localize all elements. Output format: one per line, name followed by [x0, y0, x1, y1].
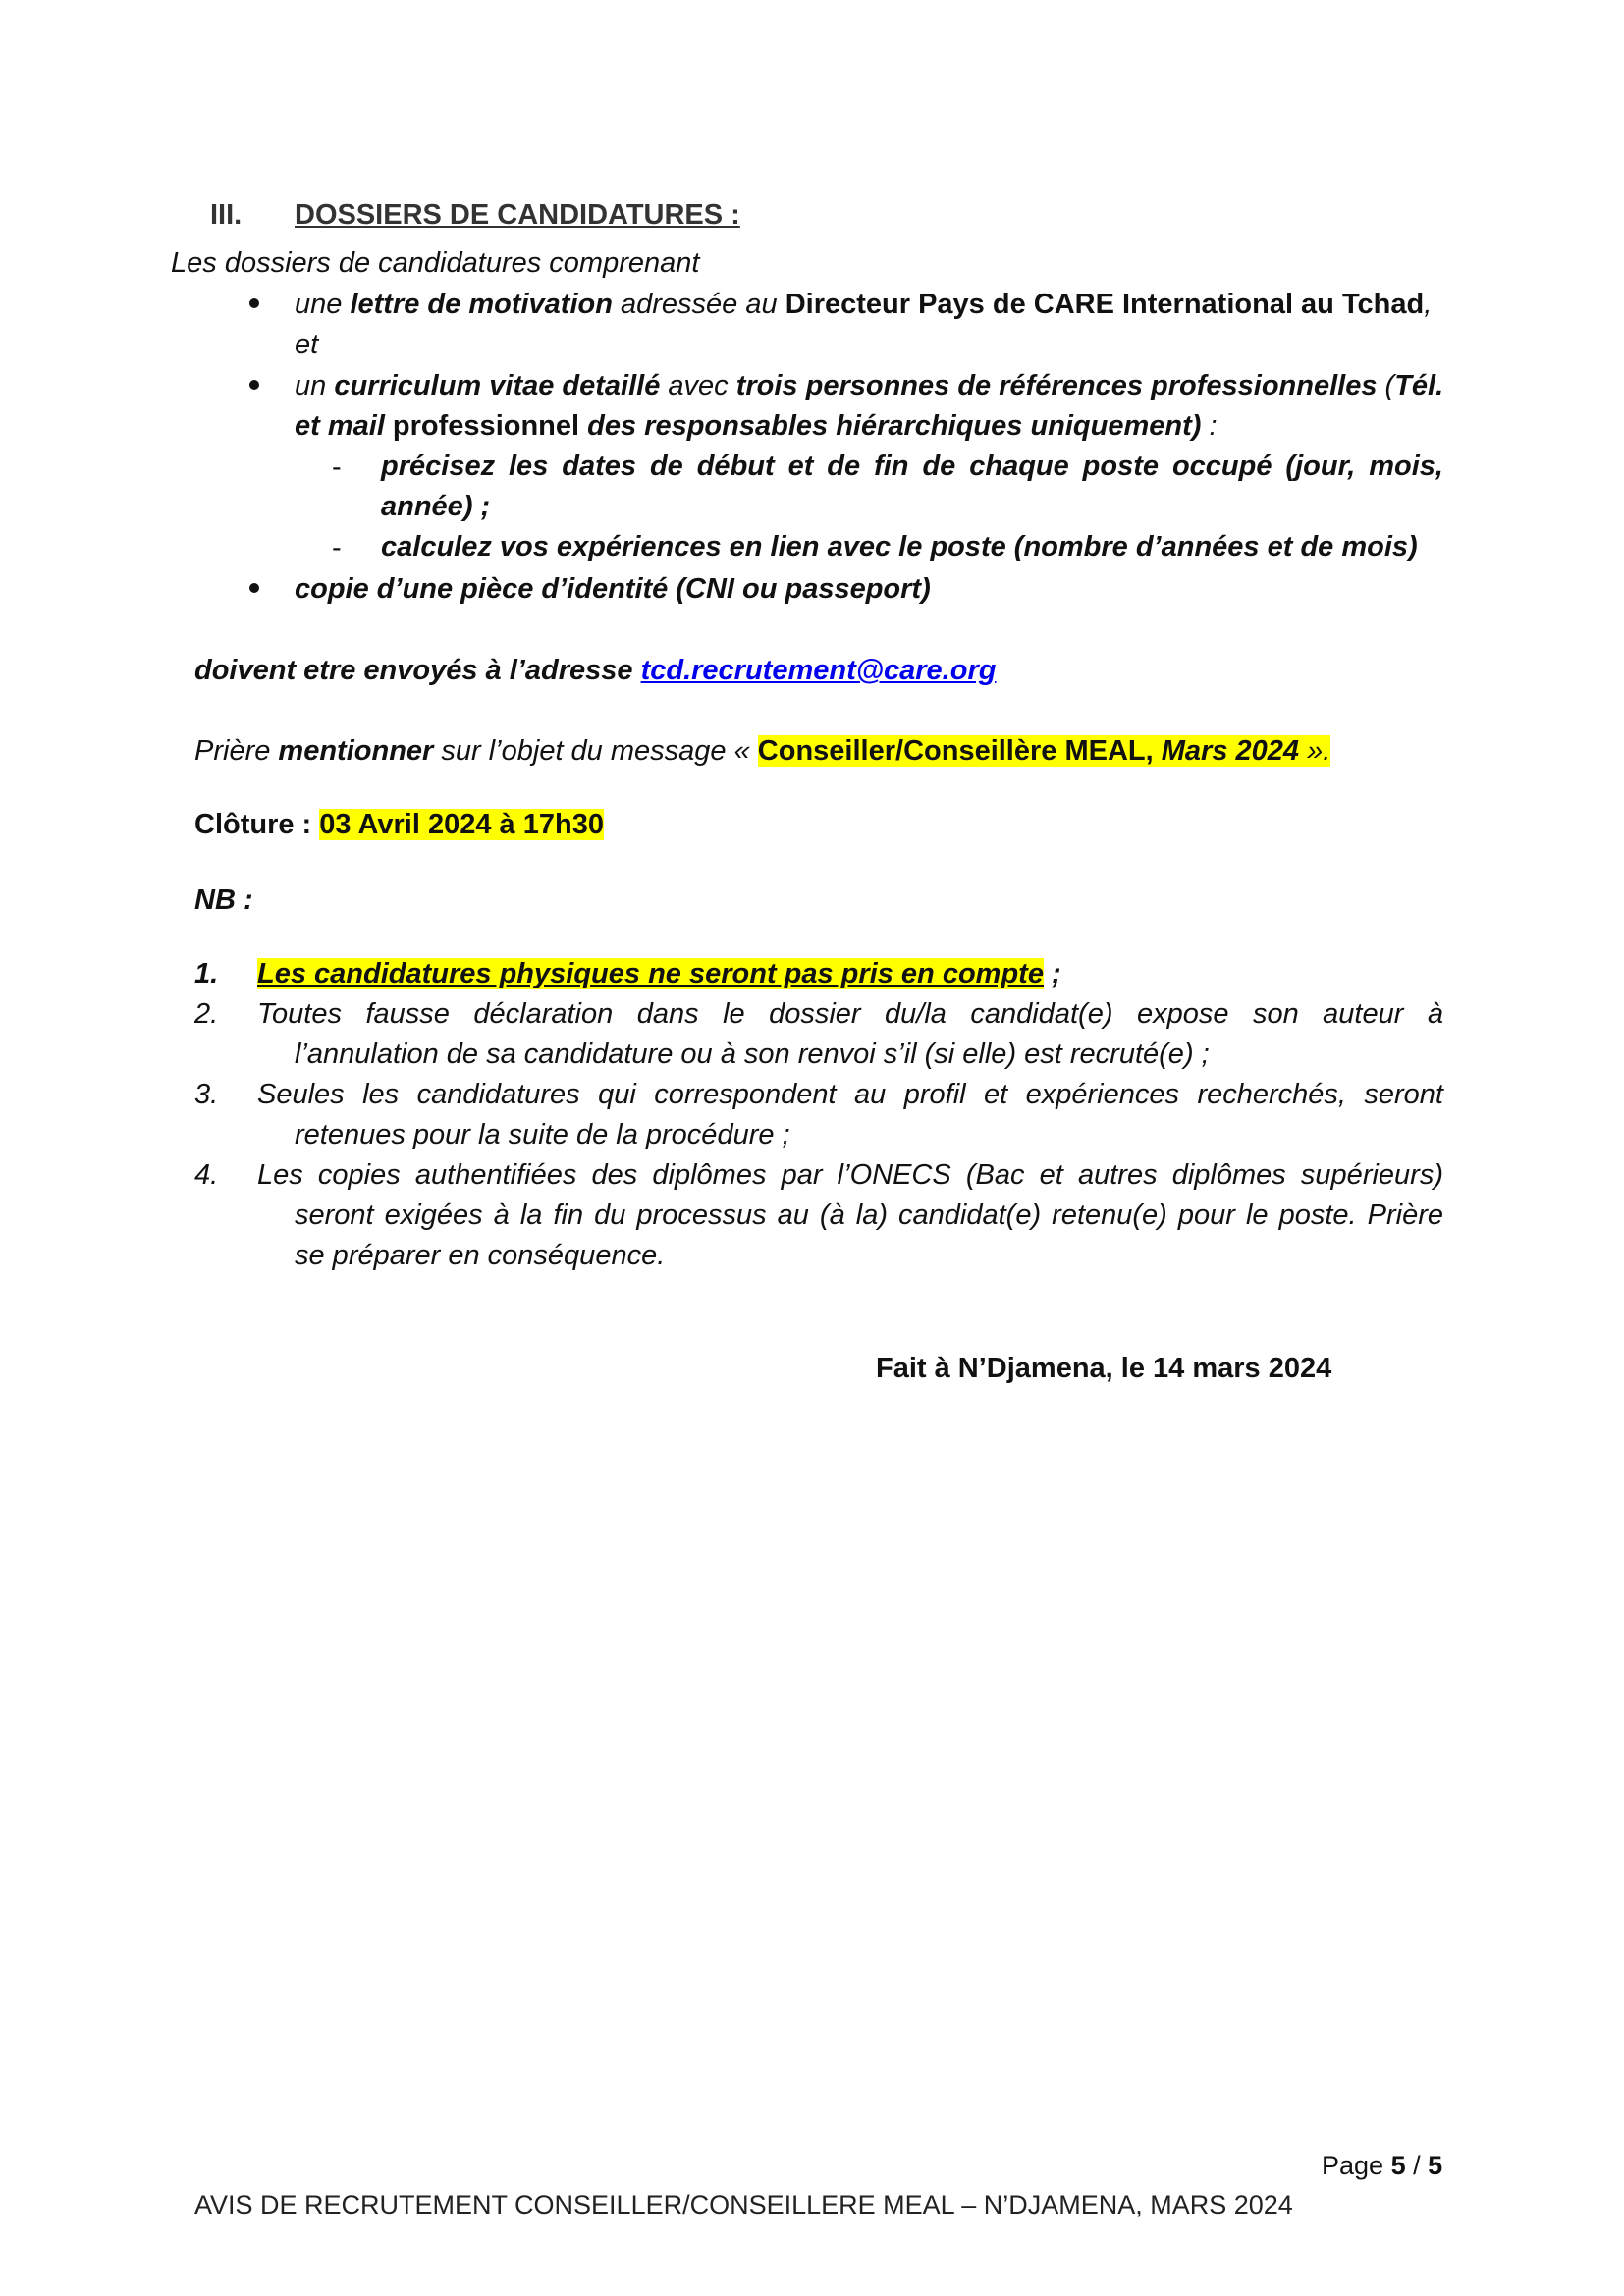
text-run: un: [295, 370, 335, 401]
section-title: DOSSIERS DE CANDIDATURES :: [295, 199, 740, 231]
nb-item-3-line-2: retenues pour la suite de la procédure ;: [295, 1119, 790, 1150]
text-run: adressée au: [612, 289, 785, 320]
nb-item-number: 3.: [194, 1079, 219, 1110]
text-run: /: [1405, 2151, 1429, 2180]
text-run: ;: [1043, 958, 1061, 989]
text-run: trois personnes de références professionnelles: [735, 370, 1378, 401]
nb-item-4-line-2: [295, 1196, 1443, 1236]
dash-1-line-2: année) ;: [381, 491, 491, 522]
text-line: Seules les candidatures qui correspondent au profil et expériences recherchés, seront: [257, 1079, 1443, 1110]
footer-title: AVIS DE RECRUTEMENT CONSEILLER/CONSEILLERE MEAL – N’DJAMENA, MARS 2024: [194, 2190, 1293, 2219]
text-run: doivent etre envoyés à l’adresse: [194, 655, 641, 686]
bullet-1-line-1: [295, 285, 1432, 324]
bullet-1-line-2: et: [295, 329, 319, 360]
page-number: [1322, 2146, 1442, 2185]
dash-marker: -: [332, 452, 342, 483]
closing-label: Clôture :: [194, 809, 320, 840]
text-line: seront exigées à la fin du processus au (à la) candidat(e) retenu(e) pour le poste. Prière: [295, 1200, 1443, 1231]
nb-item-4-line-3: se préparer en conséquence.: [295, 1240, 666, 1271]
bullet-2-line-2: [295, 406, 1218, 446]
text-run: Les candidatures physiques ne seront pas pris en compte: [257, 958, 1044, 989]
text-line: Toutes fausse déclaration dans le dossier du/la candidat(e) expose son auteur à: [257, 998, 1443, 1030]
bullet-3-text: copie d’une pièce d’identité (CNI ou passeport): [295, 573, 931, 605]
bullet-2-line-1: [295, 366, 1443, 405]
closing-date: 03 Avril 2024 à 17h30: [319, 809, 604, 840]
text-run: Conseiller/Conseillère MEAL,: [757, 735, 1162, 767]
text-run: avec: [660, 370, 736, 401]
nb-label: NB :: [194, 884, 253, 916]
text-run: 5: [1428, 2151, 1443, 2180]
nb-item-3-line-1: [257, 1075, 1443, 1115]
nb-item-number: 4.: [194, 1159, 219, 1191]
text-run: des responsables hiérarchiques uniquement): [587, 410, 1202, 442]
text-run: et mail: [295, 410, 385, 442]
text-run: ».: [1299, 735, 1331, 767]
text-run: Page: [1322, 2151, 1391, 2180]
dash-marker: -: [332, 532, 342, 563]
nb-item-2-line-1: [257, 994, 1443, 1035]
text-run: une: [295, 289, 351, 320]
bullet-dot: [249, 583, 259, 593]
bullet-dot: [249, 380, 259, 390]
text-run: curriculum vitae detaillé: [334, 370, 661, 401]
text-run: Directeur Pays de CARE International au Tchad: [785, 289, 1425, 320]
text-run: sur l’objet du message «: [433, 735, 758, 767]
send-address-line: [194, 651, 996, 690]
nb-item-number: 1.: [194, 958, 219, 989]
signature-place-date: Fait à N’Djamena, le 14 mars 2024: [876, 1353, 1332, 1384]
dash-1-line-1: [381, 447, 1443, 487]
subject-line: [194, 731, 1330, 771]
bullet-dot: [249, 298, 259, 308]
text-run: Mars 2024: [1161, 735, 1300, 767]
text-run: mentionner: [278, 735, 434, 767]
text-run: Prière: [194, 735, 279, 767]
section-number: III.: [210, 199, 243, 231]
nb-item-number: 2.: [194, 998, 219, 1030]
dash-2-text: calculez vos expériences en lien avec le poste (nombre d’années et de mois): [381, 531, 1418, 562]
text-run: Tél.: [1394, 370, 1444, 401]
text-line: Les copies authentifiées des diplômes par l’ONECS (Bac et autres diplômes supérieurs): [257, 1159, 1443, 1191]
nb-item-2-line-2: l’annulation de sa candidature ou à son renvoi s’il (si elle) est recruté(e) ;: [295, 1039, 1210, 1070]
closing-line: [194, 805, 604, 844]
nb-item-4-line-1: [257, 1155, 1443, 1196]
nb-item-1-text: [257, 954, 1061, 993]
text-line: précisez les dates de début et de fin de chaque poste occupé (jour, mois,: [381, 451, 1443, 482]
email-link[interactable]: tcd.recrutement@care.org: [640, 655, 997, 686]
intro-text: Les dossiers de candidatures comprenant: [171, 247, 700, 279]
text-run: ,: [1424, 289, 1433, 320]
text-run: professionnel: [384, 410, 588, 442]
text-run: 5: [1390, 2151, 1406, 2180]
text-run: (: [1377, 370, 1395, 401]
text-run: :: [1201, 410, 1218, 442]
text-run: lettre de motivation: [350, 289, 613, 320]
